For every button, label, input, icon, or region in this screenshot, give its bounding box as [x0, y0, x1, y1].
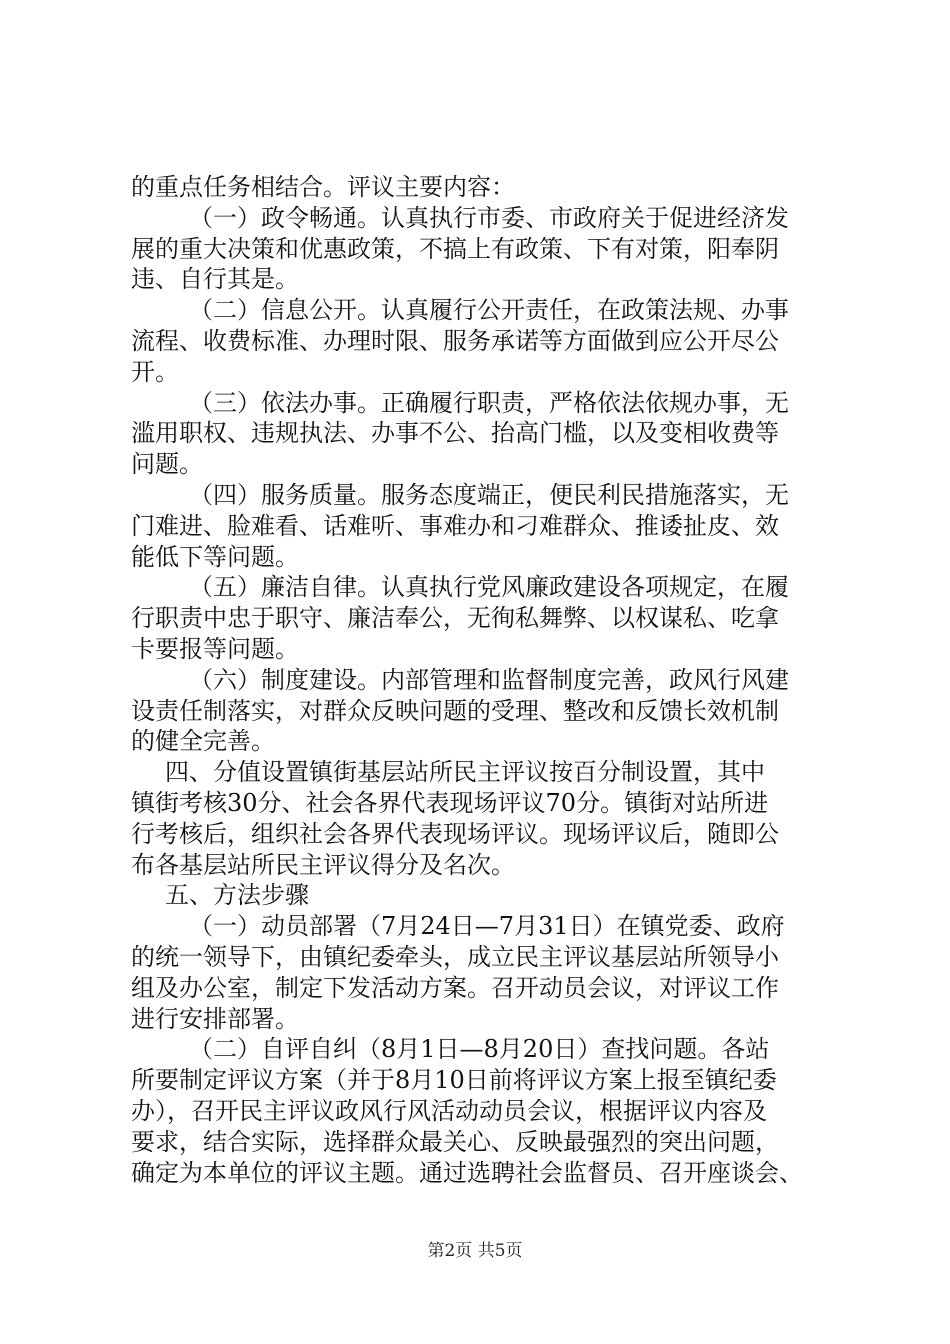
text-line: 确定为本单位的评议主题。通过选聘社会监督员、召开座谈会、 — [131, 1158, 803, 1187]
document-body — [131, 172, 831, 1188]
text-line: （二）自评自纠（8月1日—8月20日）查找问题。各站 — [189, 1035, 770, 1064]
text-line: 的健全完善。 — [131, 727, 275, 756]
page-footer: 第2页 共5页 — [427, 1241, 523, 1261]
text-line: 门难进、脸难看、话难听、事难办和刁难群众、推诿扯皮、效 — [131, 511, 779, 540]
text-line: 布各基层站所民主评议得分及名次。 — [131, 850, 515, 879]
text-line: 进行安排部署。 — [131, 1004, 299, 1033]
text-line: （五）廉洁自律。认真执行党风廉政建设各项规定，在履 — [189, 573, 789, 602]
text-line: 违、自行其是。 — [131, 265, 299, 294]
text-line: 的统一领导下，由镇纪委牵头，成立民主评议基层站所领导小 — [131, 942, 779, 971]
text-line: （六）制度建设。内部管理和监督制度完善，政风行风建 — [189, 665, 789, 694]
text-line: 问题。 — [131, 450, 203, 479]
text-line: （四）服务质量。服务态度端正，便民利民措施落实，无 — [189, 480, 789, 509]
text-line: 卡要报等问题。 — [131, 634, 299, 663]
text-line: 设责任制落实，对群众反映问题的受理、整改和反馈长效机制 — [131, 696, 779, 725]
text-line: 的重点任务相结合。评议主要内容： — [131, 173, 515, 201]
text-line: 五、方法步骤 — [165, 881, 309, 910]
text-line: 流程、收费标准、办理时限、服务承诺等方面做到应公开尽公 — [131, 326, 779, 355]
text-line: 滥用职权、违规执法、办事不公、抬高门槛，以及变相收费等 — [131, 419, 779, 448]
text-line: （一）政令畅通。认真执行市委、市政府关于促进经济发 — [189, 203, 789, 232]
text-line: 组及办公室，制定下发活动方案。召开动员会议，对评议工作 — [131, 973, 779, 1002]
text-line: 展的重大决策和优惠政策，不搞上有政策、下有对策，阳奉阴 — [131, 234, 779, 263]
text-line: 行考核后，组织社会各界代表现场评议。现场评议后，随即公 — [131, 819, 779, 848]
text-line: （二）信息公开。认真履行公开责任，在政策法规、办事 — [189, 296, 789, 325]
text-line: 行职责中忠于职守、廉洁奉公，无徇私舞弊、以权谋私、吃拿 — [131, 604, 779, 633]
text-line: 办），召开民主评议政风行风活动动员会议，根据评议内容及 — [131, 1096, 767, 1125]
text-line: 镇街考核30分、社会各界代表现场评议70分。镇街对站所进 — [131, 788, 769, 817]
text-line: （一）动员部署（7月24日—7月31日）在镇党委、政府 — [189, 912, 785, 941]
text-line: 四、分值设置镇街基层站所民主评议按百分制设置，其中 — [165, 758, 765, 787]
text-line: 所要制定评议方案（并于8月10日前将评议方案上报至镇纪委 — [131, 1066, 777, 1095]
text-line: 开。 — [131, 357, 179, 386]
text-line: （三）依法办事。正确履行职责，严格依法依规办事，无 — [189, 388, 789, 417]
text-line: 要求，结合实际，选择群众最关心、反映最强烈的突出问题， — [131, 1127, 779, 1156]
text-line: 能低下等问题。 — [131, 542, 299, 571]
